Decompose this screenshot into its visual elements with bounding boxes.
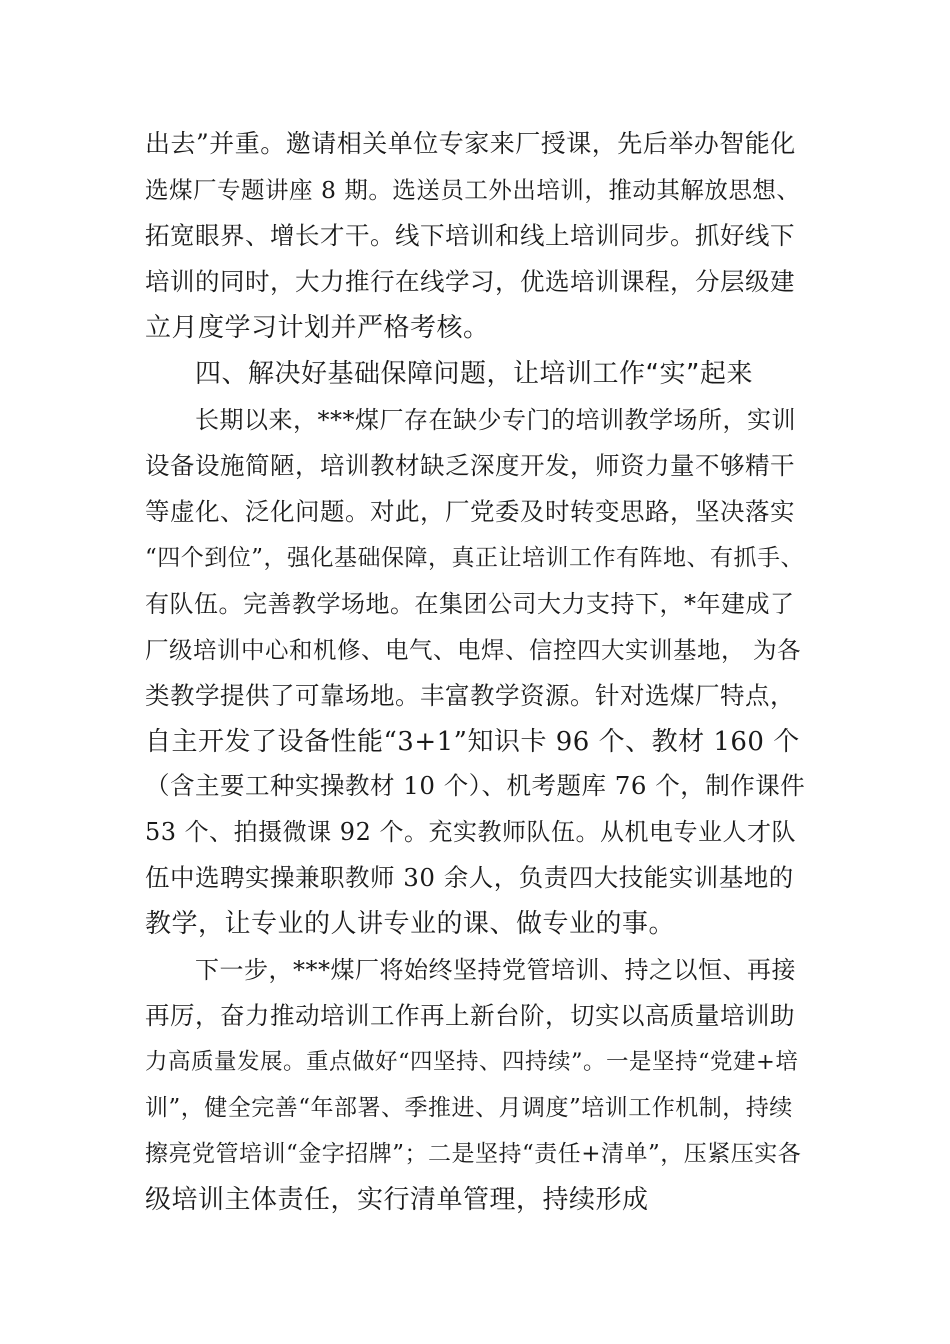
text-line: 设备设施简陋，培训教材缺乏深度开发，师资力量不够精干 xyxy=(145,451,795,480)
text-line: 伍中选聘实操兼职教师 30 余人，负责四大技能实训基地的 xyxy=(145,863,794,892)
text-line: 自主开发了设备性能“3+1”知识卡 96 个、教材 160 个 xyxy=(145,727,800,757)
text-line: 培训的同时，大力推行在线学习，优选培训课程，分层级建 xyxy=(145,267,795,296)
text-line: 53 个、拍摄微课 92 个。充实教师队伍。从机电专业人才队 xyxy=(145,818,796,846)
text-line: 擦亮党管培训“金字招牌”；二是坚持“责任+清单”，压紧压实各 xyxy=(145,1141,802,1167)
text-line: 立月度学习计划并严格考核。 xyxy=(145,313,490,343)
text-line: 选煤厂专题讲座 8 期。选送员工外出培训，推动其解放思想、 xyxy=(145,176,801,204)
text-line: 有队伍。完善教学场地。在集团公司大力支持下，*年建成了 xyxy=(145,590,795,618)
text-line: 级培训主体责任，实行清单管理，持续形成 xyxy=(145,1185,649,1215)
text-line: 等虚化、泛化问题。对此，厂党委及时转变思路，坚决落实 xyxy=(145,497,795,526)
section-heading: 四、解决好基础保障问题，让培训工作“实”起来 xyxy=(195,359,753,389)
text-line: 力高质量发展。重点做好“四坚持、四持续”。一是坚持“党建+培 xyxy=(145,1049,799,1075)
text-line: 再厉，奋力推动培训工作再上新台阶，切实以高质量培训助 xyxy=(145,1001,795,1030)
text-line: 厂级培训中心和机修、电气、电焊、信控四大实训基地， 为各 xyxy=(145,636,801,664)
text-line: “四个到位”，强化基础保障，真正让培训工作有阵地、有抓手、 xyxy=(145,545,805,571)
text-line: 出去”并重。邀请相关单位专家来厂授课，先后举办智能化 xyxy=(145,129,796,158)
text-line: 类教学提供了可靠场地。丰富教学资源。针对选煤厂特点， xyxy=(145,681,795,710)
text-line: 教学，让专业的人讲专业的课、做专业的事。 xyxy=(145,909,676,939)
text-line: 拓宽眼界、增长才干。线下培训和线上培训同步。抓好线下 xyxy=(145,221,795,250)
text-line: 下一步，***煤厂将始终坚持党管培训、持之以恒、再接 xyxy=(195,956,796,984)
text-line: 训”，健全完善“年部署、季推进、月调度”培训工作机制，持续 xyxy=(145,1095,793,1121)
text-line: （含主要工种实操教材 10 个）、机考题库 76 个，制作课件 xyxy=(145,771,806,800)
text-line: 长期以来，***煤厂存在缺少专门的培训教学场所，实训 xyxy=(195,406,796,434)
